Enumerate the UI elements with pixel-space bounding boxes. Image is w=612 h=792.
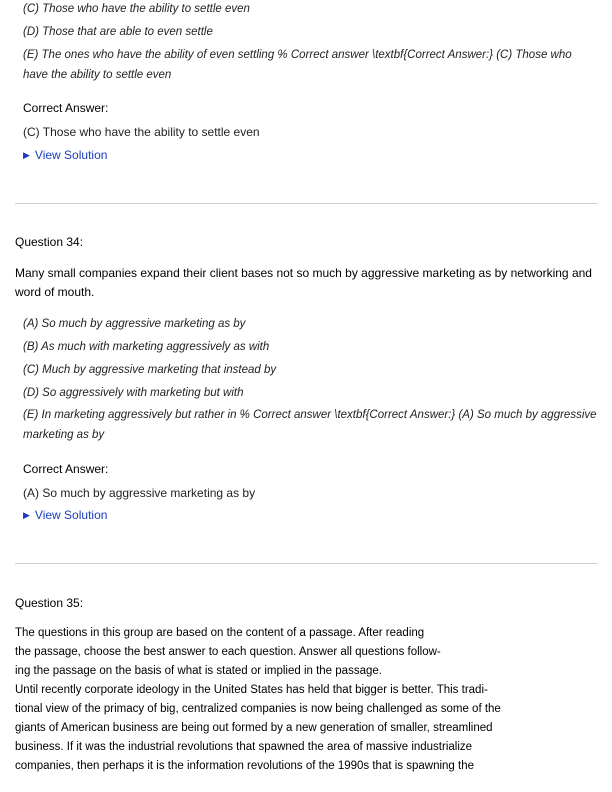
triangle-right-icon: ▶ xyxy=(23,150,30,160)
question-title: Question 34: xyxy=(15,235,84,249)
passage-line: the passage, choose the best answer to each question. Answer all questions follow- xyxy=(15,646,441,658)
passage-line: companies, then perhaps it is the information revolutions of the 1990s that is spawning the xyxy=(15,760,474,772)
option-c: (C) Those who have the ability to settle even xyxy=(23,3,250,15)
view-solution-label: View Solution xyxy=(34,508,108,522)
correct-answer-label: Correct Answer: xyxy=(23,101,109,115)
view-solution-toggle[interactable] xyxy=(23,148,107,162)
view-solution-label: View Solution xyxy=(34,148,108,162)
question-title: Question 35: xyxy=(15,596,84,610)
option-d: (D) So aggressively with marketing but with xyxy=(23,387,244,399)
passage-line: Until recently corporate ideology in the United States has held that bigger is better. This tradi- xyxy=(15,684,488,696)
divider xyxy=(15,563,598,564)
correct-answer-value: (C) Those who have the ability to settle even xyxy=(23,125,260,139)
passage-line: The questions in this group are based on the content of a passage. After reading xyxy=(15,627,425,639)
question-stem: Many small companies expand their client bases not so much by aggressive marketing as by networking and word of mouth. xyxy=(15,266,592,299)
option-b: (B) As much with marketing aggressively as with xyxy=(23,341,270,353)
option-e: (E) The ones who have the ability of even settling % Correct answer \textbf{Correct Answer:} (C) Those who have the ability to settle even xyxy=(23,49,572,81)
option-e: (E) In marketing aggressively but rather in % Correct answer \textbf{Correct Answer:} (A) So much by aggressive marketing as by xyxy=(23,409,597,441)
passage-line: giants of American business are being out formed by a new generation of smaller, streamlined xyxy=(15,722,493,734)
option-c: (C) Much by aggressive marketing that instead by xyxy=(23,364,277,376)
passage-line: business. If it was the industrial revolutions that spawned the area of massive industrialize xyxy=(15,741,473,753)
option-d: (D) Those that are able to even settle xyxy=(23,26,213,38)
view-solution-toggle[interactable] xyxy=(23,508,107,522)
passage-line: ing the passage on the basis of what is stated or implied in the passage. xyxy=(15,665,382,677)
option-a: (A) So much by aggressive marketing as by xyxy=(23,318,246,330)
correct-answer-label: Correct Answer: xyxy=(23,462,109,476)
passage-line: tional view of the primacy of big, centralized companies is now being challenged as some of the xyxy=(15,703,501,715)
correct-answer-value: (A) So much by aggressive marketing as by xyxy=(23,486,256,500)
divider xyxy=(15,203,598,204)
triangle-right-icon: ▶ xyxy=(23,510,30,520)
